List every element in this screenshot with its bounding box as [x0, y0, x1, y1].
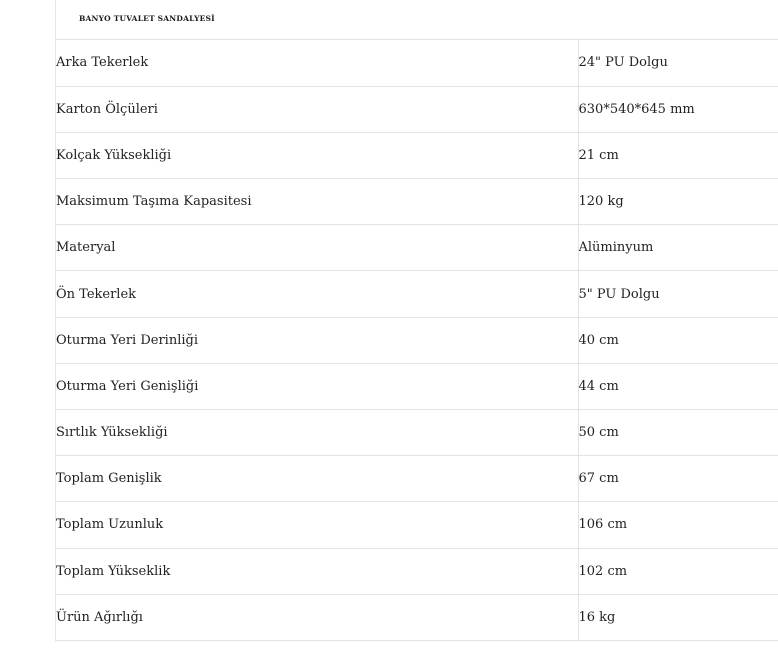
- spec-label: Arka Tekerlek: [56, 40, 578, 86]
- spec-label: Ön Tekerlek: [56, 271, 578, 317]
- table-row: [56, 456, 778, 502]
- spec-label: Toplam Uzunluk: [56, 502, 578, 548]
- spec-label: Maksimum Taşıma Kapasitesi: [56, 179, 578, 225]
- spec-value: 106 cm: [578, 502, 778, 548]
- spec-value: 120 kg: [578, 179, 778, 225]
- spec-value: 21 cm: [578, 132, 778, 178]
- spec-label: Toplam Genişlik: [56, 456, 578, 502]
- spec-value: 16 kg: [578, 594, 778, 640]
- spec-value: 50 cm: [578, 410, 778, 456]
- spec-value: Alüminyum: [578, 225, 778, 271]
- table-row: [56, 271, 778, 317]
- table-row: [56, 40, 778, 86]
- spec-value: 24" PU Dolgu: [578, 40, 778, 86]
- spec-label: Oturma Yeri Derinliği: [56, 317, 578, 363]
- spec-value: 102 cm: [578, 548, 778, 594]
- spec-label: Sırtlık Yüksekliği: [56, 410, 578, 456]
- table-row: [56, 410, 778, 456]
- table-row: [56, 86, 778, 132]
- table-row: [56, 225, 778, 271]
- table-row: [56, 317, 778, 363]
- table-row: [56, 363, 778, 409]
- spec-panel: [55, 0, 778, 642]
- spec-value: 44 cm: [578, 363, 778, 409]
- spec-label: Materyal: [56, 225, 578, 271]
- spec-value: 40 cm: [578, 317, 778, 363]
- spec-value: 630*540*645 mm: [578, 86, 778, 132]
- table-row: [56, 594, 778, 640]
- spec-label: Ürün Ağırlığı: [56, 594, 578, 640]
- spec-label: Karton Ölçüleri: [56, 86, 578, 132]
- spec-title: BANYO TUVALET SANDALYESİ: [79, 14, 215, 23]
- spec-label: Toplam Yükseklik: [56, 548, 578, 594]
- table-row: [56, 502, 778, 548]
- spec-header: [56, 0, 778, 40]
- spec-table: [56, 40, 778, 641]
- spec-label: Kolçak Yüksekliği: [56, 132, 578, 178]
- table-row: [56, 548, 778, 594]
- table-row: [56, 179, 778, 225]
- table-row: [56, 132, 778, 178]
- spec-value: 67 cm: [578, 456, 778, 502]
- spec-label: Oturma Yeri Genişliği: [56, 363, 578, 409]
- spec-value: 5" PU Dolgu: [578, 271, 778, 317]
